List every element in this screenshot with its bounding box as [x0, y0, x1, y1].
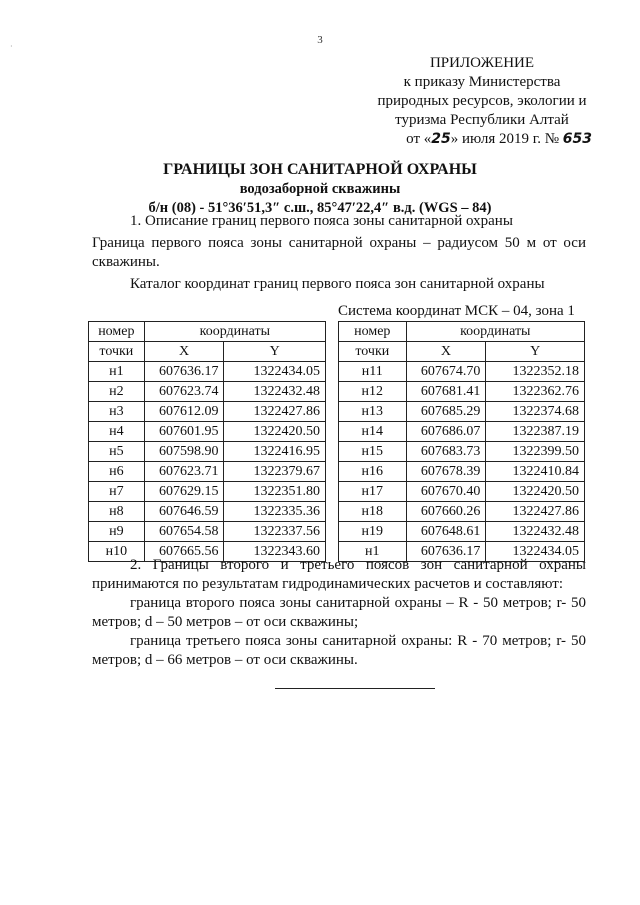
- x-coordinate-cell: 607670.40: [406, 482, 486, 502]
- point-number-cell: н7: [89, 482, 145, 502]
- point-number-cell: н4: [89, 422, 145, 442]
- table-row: [339, 502, 585, 522]
- header-point-number: номер: [339, 322, 407, 342]
- appendix-block: [372, 54, 592, 149]
- x-coordinate-cell: 607686.07: [406, 422, 486, 442]
- y-coordinate-cell: 1322374.68: [486, 402, 585, 422]
- section-1-text: Граница первого пояса зоны санитарной охраны – радиусом 50 м от оси скважины.: [92, 235, 586, 270]
- document-title-block: [0, 160, 640, 218]
- section-2-intro: 2. Границы второго и третьего поясов зон санитарной охраны принимаются по результатам гидродинамических расчетов и составляют:: [92, 557, 586, 592]
- table-row: [89, 362, 326, 382]
- x-coordinate-cell: 607665.56: [144, 542, 224, 562]
- document-title: ГРАНИЦЫ ЗОН САНИТАРНОЙ ОХРАНЫ: [163, 161, 477, 178]
- table-row: [339, 422, 585, 442]
- appendix-line-1: к приказу Министерства: [403, 74, 561, 90]
- point-number-cell: н2: [89, 382, 145, 402]
- y-coordinate-cell: 1322362.76: [486, 382, 585, 402]
- point-number-cell: н6: [89, 462, 145, 482]
- header-y: Y: [224, 342, 326, 362]
- y-coordinate-cell: 1322410.84: [486, 462, 585, 482]
- point-number-cell: н3: [89, 402, 145, 422]
- y-coordinate-cell: 1322434.05: [224, 362, 326, 382]
- signature-divider: [275, 688, 435, 689]
- x-coordinate-cell: 607660.26: [406, 502, 486, 522]
- y-coordinate-cell: 1322432.48: [486, 522, 585, 542]
- table-row: [339, 382, 585, 402]
- header-x: X: [406, 342, 486, 362]
- table-row: [339, 442, 585, 462]
- x-coordinate-cell: 607685.29: [406, 402, 486, 422]
- point-number-cell: н11: [339, 362, 407, 382]
- point-number-cell: н16: [339, 462, 407, 482]
- y-coordinate-cell: 1322420.50: [224, 422, 326, 442]
- x-coordinate-cell: 607601.95: [144, 422, 224, 442]
- y-coordinate-cell: 1322416.95: [224, 442, 326, 462]
- table-row: [89, 522, 326, 542]
- header-point: точки: [89, 342, 145, 362]
- point-number-cell: н13: [339, 402, 407, 422]
- table-row: [89, 502, 326, 522]
- y-coordinate-cell: 1322432.48: [224, 382, 326, 402]
- point-number-cell: н8: [89, 502, 145, 522]
- table-row: [339, 482, 585, 502]
- y-coordinate-cell: 1322335.36: [224, 502, 326, 522]
- point-number-cell: н18: [339, 502, 407, 522]
- table-row: [339, 462, 585, 482]
- table-row: [339, 362, 585, 382]
- x-coordinate-cell: 607674.70: [406, 362, 486, 382]
- y-coordinate-cell: 1322387.19: [486, 422, 585, 442]
- coordinates-table-right: [338, 321, 585, 562]
- x-coordinate-cell: 607654.58: [144, 522, 224, 542]
- y-coordinate-cell: 1322399.50: [486, 442, 585, 462]
- x-coordinate-cell: 607678.39: [406, 462, 486, 482]
- handwritten-day: 25: [431, 131, 451, 147]
- point-number-cell: н9: [89, 522, 145, 542]
- y-coordinate-cell: 1322427.86: [486, 502, 585, 522]
- x-coordinate-cell: 607636.17: [406, 542, 486, 562]
- date-suffix: » июля 2019 г. №: [450, 131, 560, 147]
- x-coordinate-cell: 607623.74: [144, 382, 224, 402]
- second-belt-text: граница второго пояса зоны санитарной охраны – R - 50 метров; r- 50 метров; d – 50 метров – от оси скважины;: [92, 595, 586, 630]
- header-x: X: [144, 342, 224, 362]
- third-belt-text: граница третьего пояса зоны санитарной охраны: R - 70 метров; r- 50 метров; d – 66 метров – от оси скважины.: [92, 633, 586, 668]
- x-coordinate-cell: 607598.90: [144, 442, 224, 462]
- point-number-cell: н19: [339, 522, 407, 542]
- x-coordinate-cell: 607629.15: [144, 482, 224, 502]
- appendix-line-3: туризма Республики Алтай: [395, 112, 569, 128]
- handwritten-order-number: 653: [562, 131, 592, 147]
- y-coordinate-cell: 1322351.80: [224, 482, 326, 502]
- y-coordinate-cell: 1322420.50: [486, 482, 585, 502]
- document-subtitle: водозаборной скважины: [239, 181, 401, 197]
- header-y: Y: [486, 342, 585, 362]
- appendix-line-2: природных ресурсов, экологии и: [377, 93, 587, 109]
- table-row: [89, 462, 326, 482]
- header-coordinates: координаты: [406, 322, 584, 342]
- appendix-date-line: [372, 130, 592, 149]
- table-row: [89, 442, 326, 462]
- table-row: [89, 382, 326, 402]
- table-row: [89, 482, 326, 502]
- y-coordinate-cell: 1322343.60: [224, 542, 326, 562]
- x-coordinate-cell: 607623.71: [144, 462, 224, 482]
- scan-mark: ·: [10, 42, 13, 51]
- y-coordinate-cell: 1322337.56: [224, 522, 326, 542]
- y-coordinate-cell: 1322427.86: [224, 402, 326, 422]
- date-prefix: от «: [406, 131, 432, 147]
- x-coordinate-cell: 607612.09: [144, 402, 224, 422]
- y-coordinate-cell: 1322379.67: [224, 462, 326, 482]
- point-number-cell: н5: [89, 442, 145, 462]
- section-1-heading: 1. Описание границ первого пояса зоны санитарной охраны: [130, 213, 513, 229]
- catalog-caption: Каталог координат границ первого пояса зон санитарной охраны: [130, 276, 545, 292]
- table-row: [89, 402, 326, 422]
- y-coordinate-cell: 1322434.05: [486, 542, 585, 562]
- point-number-cell: н17: [339, 482, 407, 502]
- point-number-cell: н1: [89, 362, 145, 382]
- x-coordinate-cell: 607648.61: [406, 522, 486, 542]
- point-number-cell: н14: [339, 422, 407, 442]
- coordinates-table-left: [88, 321, 326, 562]
- point-number-cell: н12: [339, 382, 407, 402]
- point-number-cell: н15: [339, 442, 407, 462]
- y-coordinate-cell: 1322352.18: [486, 362, 585, 382]
- x-coordinate-cell: 607636.17: [144, 362, 224, 382]
- table-row: [339, 522, 585, 542]
- appendix-heading: ПРИЛОЖЕНИЕ: [429, 55, 535, 71]
- header-coordinates: координаты: [144, 322, 325, 342]
- x-coordinate-cell: 607646.59: [144, 502, 224, 522]
- section-2: [92, 556, 586, 670]
- table-row: [89, 422, 326, 442]
- x-coordinate-cell: 607681.41: [406, 382, 486, 402]
- table-body-left: [89, 362, 326, 562]
- table-row: [339, 402, 585, 422]
- point-number-cell: н1: [339, 542, 407, 562]
- x-coordinate-cell: 607683.73: [406, 442, 486, 462]
- header-point: точки: [339, 342, 407, 362]
- point-number-cell: н10: [89, 542, 145, 562]
- well-coordinates: б/н (08) - 51°36′51,3″ с.ш., 85°47′22,4″ в.д. (WGS – 84): [148, 200, 492, 216]
- header-point-number: номер: [89, 322, 145, 342]
- coordinate-system-label: Система координат МСК – 04, зона 1: [338, 303, 575, 319]
- table-body-right: [339, 362, 585, 562]
- page-number: 3: [317, 34, 323, 46]
